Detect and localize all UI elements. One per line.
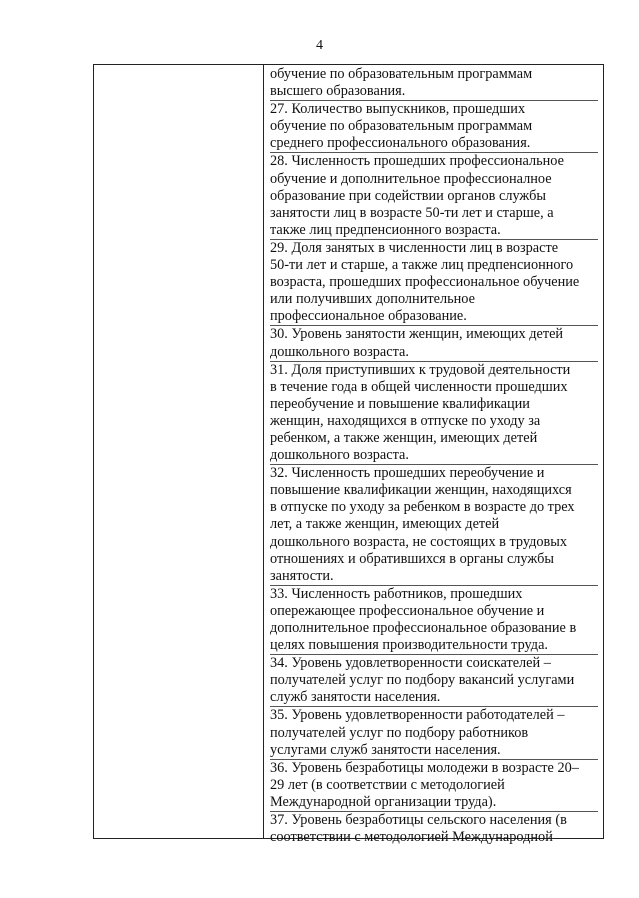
indicator-list — [270, 66, 598, 846]
indicator-item-continuation: обучение по образовательным программам высшего образования. — [270, 66, 598, 101]
indicator-item-34: 34. Уровень удовлетворенности соискателей – получателей услуг по подбору вакансий услугами служб занятости населения. — [270, 655, 598, 707]
column-divider — [263, 65, 264, 838]
indicator-item-35: 35. Уровень удовлетворенности работодателей – получателей услуг по подбору работников услугами служб занятости населения. — [270, 707, 598, 759]
indicator-item-28: 28. Численность прошедших профессиональное обучение и дополнительное профессионалное образование при содействии органов службы занятости лиц в возрасте 50-ти лет и старше, а также лиц предпенсионного возраста. — [270, 153, 598, 239]
indicator-item-36: 36. Уровень безработицы молодежи в возрасте 20– 29 лет (в соответствии с методологией Международной организации труда). — [270, 760, 598, 812]
indicator-item-27: 27. Количество выпускников, прошедших обучение по образовательным программам среднего профессионального образования. — [270, 101, 598, 153]
indicator-item-29: 29. Доля занятых в численности лиц в возрасте 50-ти лет и старше, а также лиц предпенсионного возраста, прошедших профессиональное обучение или получивших дополнительное профессиональное образование. — [270, 240, 598, 326]
indicator-item-30: 30. Уровень занятости женщин, имеющих детей дошкольного возраста. — [270, 326, 598, 361]
page-number: 4 — [316, 38, 323, 53]
indicator-table — [93, 64, 604, 846]
indicator-item-37: 37. Уровень безработицы сельского населения (в соответствии с методологией Международной — [270, 812, 567, 846]
indicator-item-33: 33. Численность работников, прошедших опережающее профессиональное обучение и дополнительное профессиональное образование в целях повышения производительности труда. — [270, 586, 598, 655]
indicator-item-32: 32. Численность прошедших переобучение и повышение квалификации женщин, находящихся в отпуске по уходу за ребенком в возрасте до трех лет, а также женщин, имеющих детей дошкольного возраста, не состоящих в трудовых отношениях и обратившихся в органы службы занятости. — [270, 465, 598, 586]
indicator-item-31: 31. Доля приступивших к трудовой деятельности в течение года в общей численности прошедших переобучение и повышение квалификации женщин, находящихся в отпуске по уходу за ребенком, а также женщин, имеющих детей дошкольного возраста. — [270, 362, 598, 466]
